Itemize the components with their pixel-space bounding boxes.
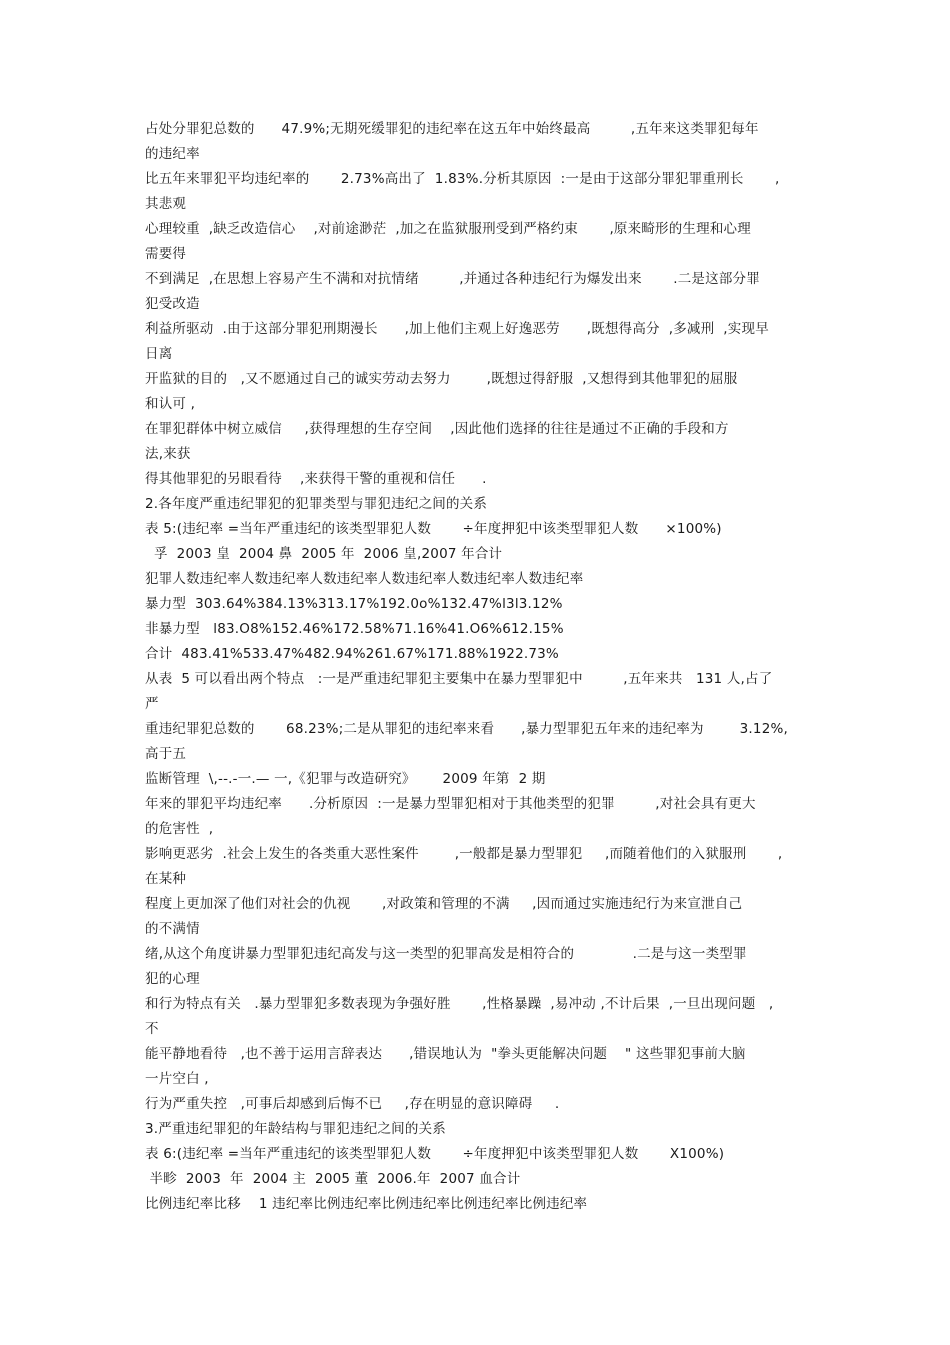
text-line: 利益所驱动 .由于这部分罪犯刑期漫长 ,加上他们主观上好逸恶劳 ,既想得高分 ,多减刑 ,实现早: [145, 321, 769, 337]
text-line: 日离: [145, 346, 173, 362]
text-line: 不到满足 ,在思想上容易产生不满和对抗情绪 ,并通过各种违纪行为爆发出来 .二是这部分罪: [145, 271, 760, 287]
text-line: 和行为特点有关 .暴力型罪犯多数表现为争强好胜 ,性格暴躁 ,易冲动 ,不计后果 ,一旦出现问题 ,: [145, 996, 774, 1012]
text-line: 其悲观: [145, 196, 187, 212]
text-line: 绪,从这个角度讲暴力型罪犯违纪高发与这一类型的犯罪高发是相符合的 .二是与这一类型罪: [145, 946, 747, 962]
text-line: 行为严重失控 ,可事后却感到后悔不已 ,存在明显的意识障碍 .: [145, 1096, 560, 1112]
text-line: 心理较重 ,缺乏改造信心 ,对前途渺茫 ,加之在监狱服刑受到严格约束 ,原来畸形的生理和心理: [145, 221, 751, 237]
table-header-years: 孚 2003 皇 2004 鼻 2005 年 2006 皇,2007 年合计: [145, 546, 503, 562]
section-heading: 2.各年度严重违纪罪犯的犯罪类型与罪犯违纪之间的关系: [145, 496, 488, 512]
text-line: 在某种: [145, 871, 187, 887]
text-line: 需要得: [145, 246, 187, 262]
text-line: 高于五: [145, 746, 187, 762]
text-line: 法,来获: [145, 446, 191, 462]
text-line: 的违纪率: [145, 146, 200, 162]
table-header-years: 半畛 2003 年 2004 主 2005 董 2006.年 2007 血合计: [145, 1171, 521, 1187]
running-header: 监断管理 \,--.-一.— 一,《犯罪与改造研究》 2009 年第 2 期: [145, 771, 546, 787]
text-line: 犯的心理: [145, 971, 200, 987]
text-line: 开监狱的目的 ,又不愿通过自己的诚实劳动去努力 ,既想过得舒服 ,又想得到其他罪犯的屈服: [145, 371, 738, 387]
text-line: 的不满情: [145, 921, 200, 937]
text-line: 重违纪罪犯总数的 68.23%;二是从罪犯的违纪率来看 ,暴力型罪犯五年来的违纪率为 3.12%,: [145, 721, 789, 737]
table-caption: 表 5:(违纪率 =当年严重违纪的该类型罪犯人数 ÷年度押犯中该类型罪犯人数 ×100%): [145, 521, 722, 537]
text-line: 严: [145, 696, 159, 712]
text-line: 比五年来罪犯平均违纪率的 2.73%高出了 1.83%.分析其原因 :一是由于这部分罪犯罪重刑长 ,: [145, 171, 780, 187]
section-heading: 3.严重违纪罪犯的年龄结构与罪犯违纪之间的关系: [145, 1121, 446, 1137]
text-line: 在罪犯群体中树立威信 ,获得理想的生存空间 ,因此他们选择的往往是通过不正确的手段和方: [145, 421, 729, 437]
table-caption: 表 6:(违纪率 =当年严重违纪的该类型罪犯人数 ÷年度押犯中该类型罪犯人数 X100%): [145, 1146, 725, 1162]
table-header-columns: 比例违纪率比移 1 违纪率比例违纪率比例违纪率比例违纪率比例违纪率: [145, 1196, 588, 1212]
table-row: 非暴力型 l83.O8%152.46%172.58%71.16%41.O6%612.15%: [145, 621, 564, 637]
text-line: 占处分罪犯总数的 47.9%;无期死缓罪犯的违纪率在这五年中始终最高 ,五年来这类罪犯每年: [145, 121, 759, 137]
table-header-columns: 犯罪人数违纪率人数违纪率人数违纪率人数违纪率人数违纪率人数违纪率: [145, 571, 584, 587]
text-line: 年来的罪犯平均违纪率 .分析原因 :一是暴力型罪犯相对于其他类型的犯罪 ,对社会具有更大: [145, 796, 756, 812]
table-row: 合计 483.41%533.47%482.94%261.67%171.88%1922.73%: [145, 646, 559, 662]
text-line: 的危害性 ,: [145, 821, 214, 837]
text-line: 影响更恶劣 .社会上发生的各类重大恶性案件 ,一般都是暴力型罪犯 ,而随着他们的入狱服刑 ,: [145, 846, 783, 862]
text-line: 得其他罪犯的另眼看待 ,来获得干警的重视和信任 .: [145, 471, 487, 487]
table-row: 暴力型 303.64%384.13%313.17%192.0o%132.47%l3l3.12%: [145, 596, 563, 612]
text-line: 一片空白 ,: [145, 1071, 209, 1087]
text-line: 犯受改造: [145, 296, 200, 312]
text-line: 程度上更加深了他们对社会的仇视 ,对政策和管理的不满 ,因而通过实施违纪行为来宣泄自己: [145, 896, 743, 912]
text-line: 从表 5 可以看出两个特点 :一是严重违纪罪犯主要集中在暴力型罪犯中 ,五年来共 131 人,占了: [145, 671, 773, 687]
text-line: 不: [145, 1021, 159, 1037]
text-line: 能平静地看待 ,也不善于运用言辞表达 ,错误地认为 "拳头更能解决问题 " 这些罪犯事前大脑: [145, 1046, 746, 1062]
text-line: 和认可 ,: [145, 396, 196, 412]
